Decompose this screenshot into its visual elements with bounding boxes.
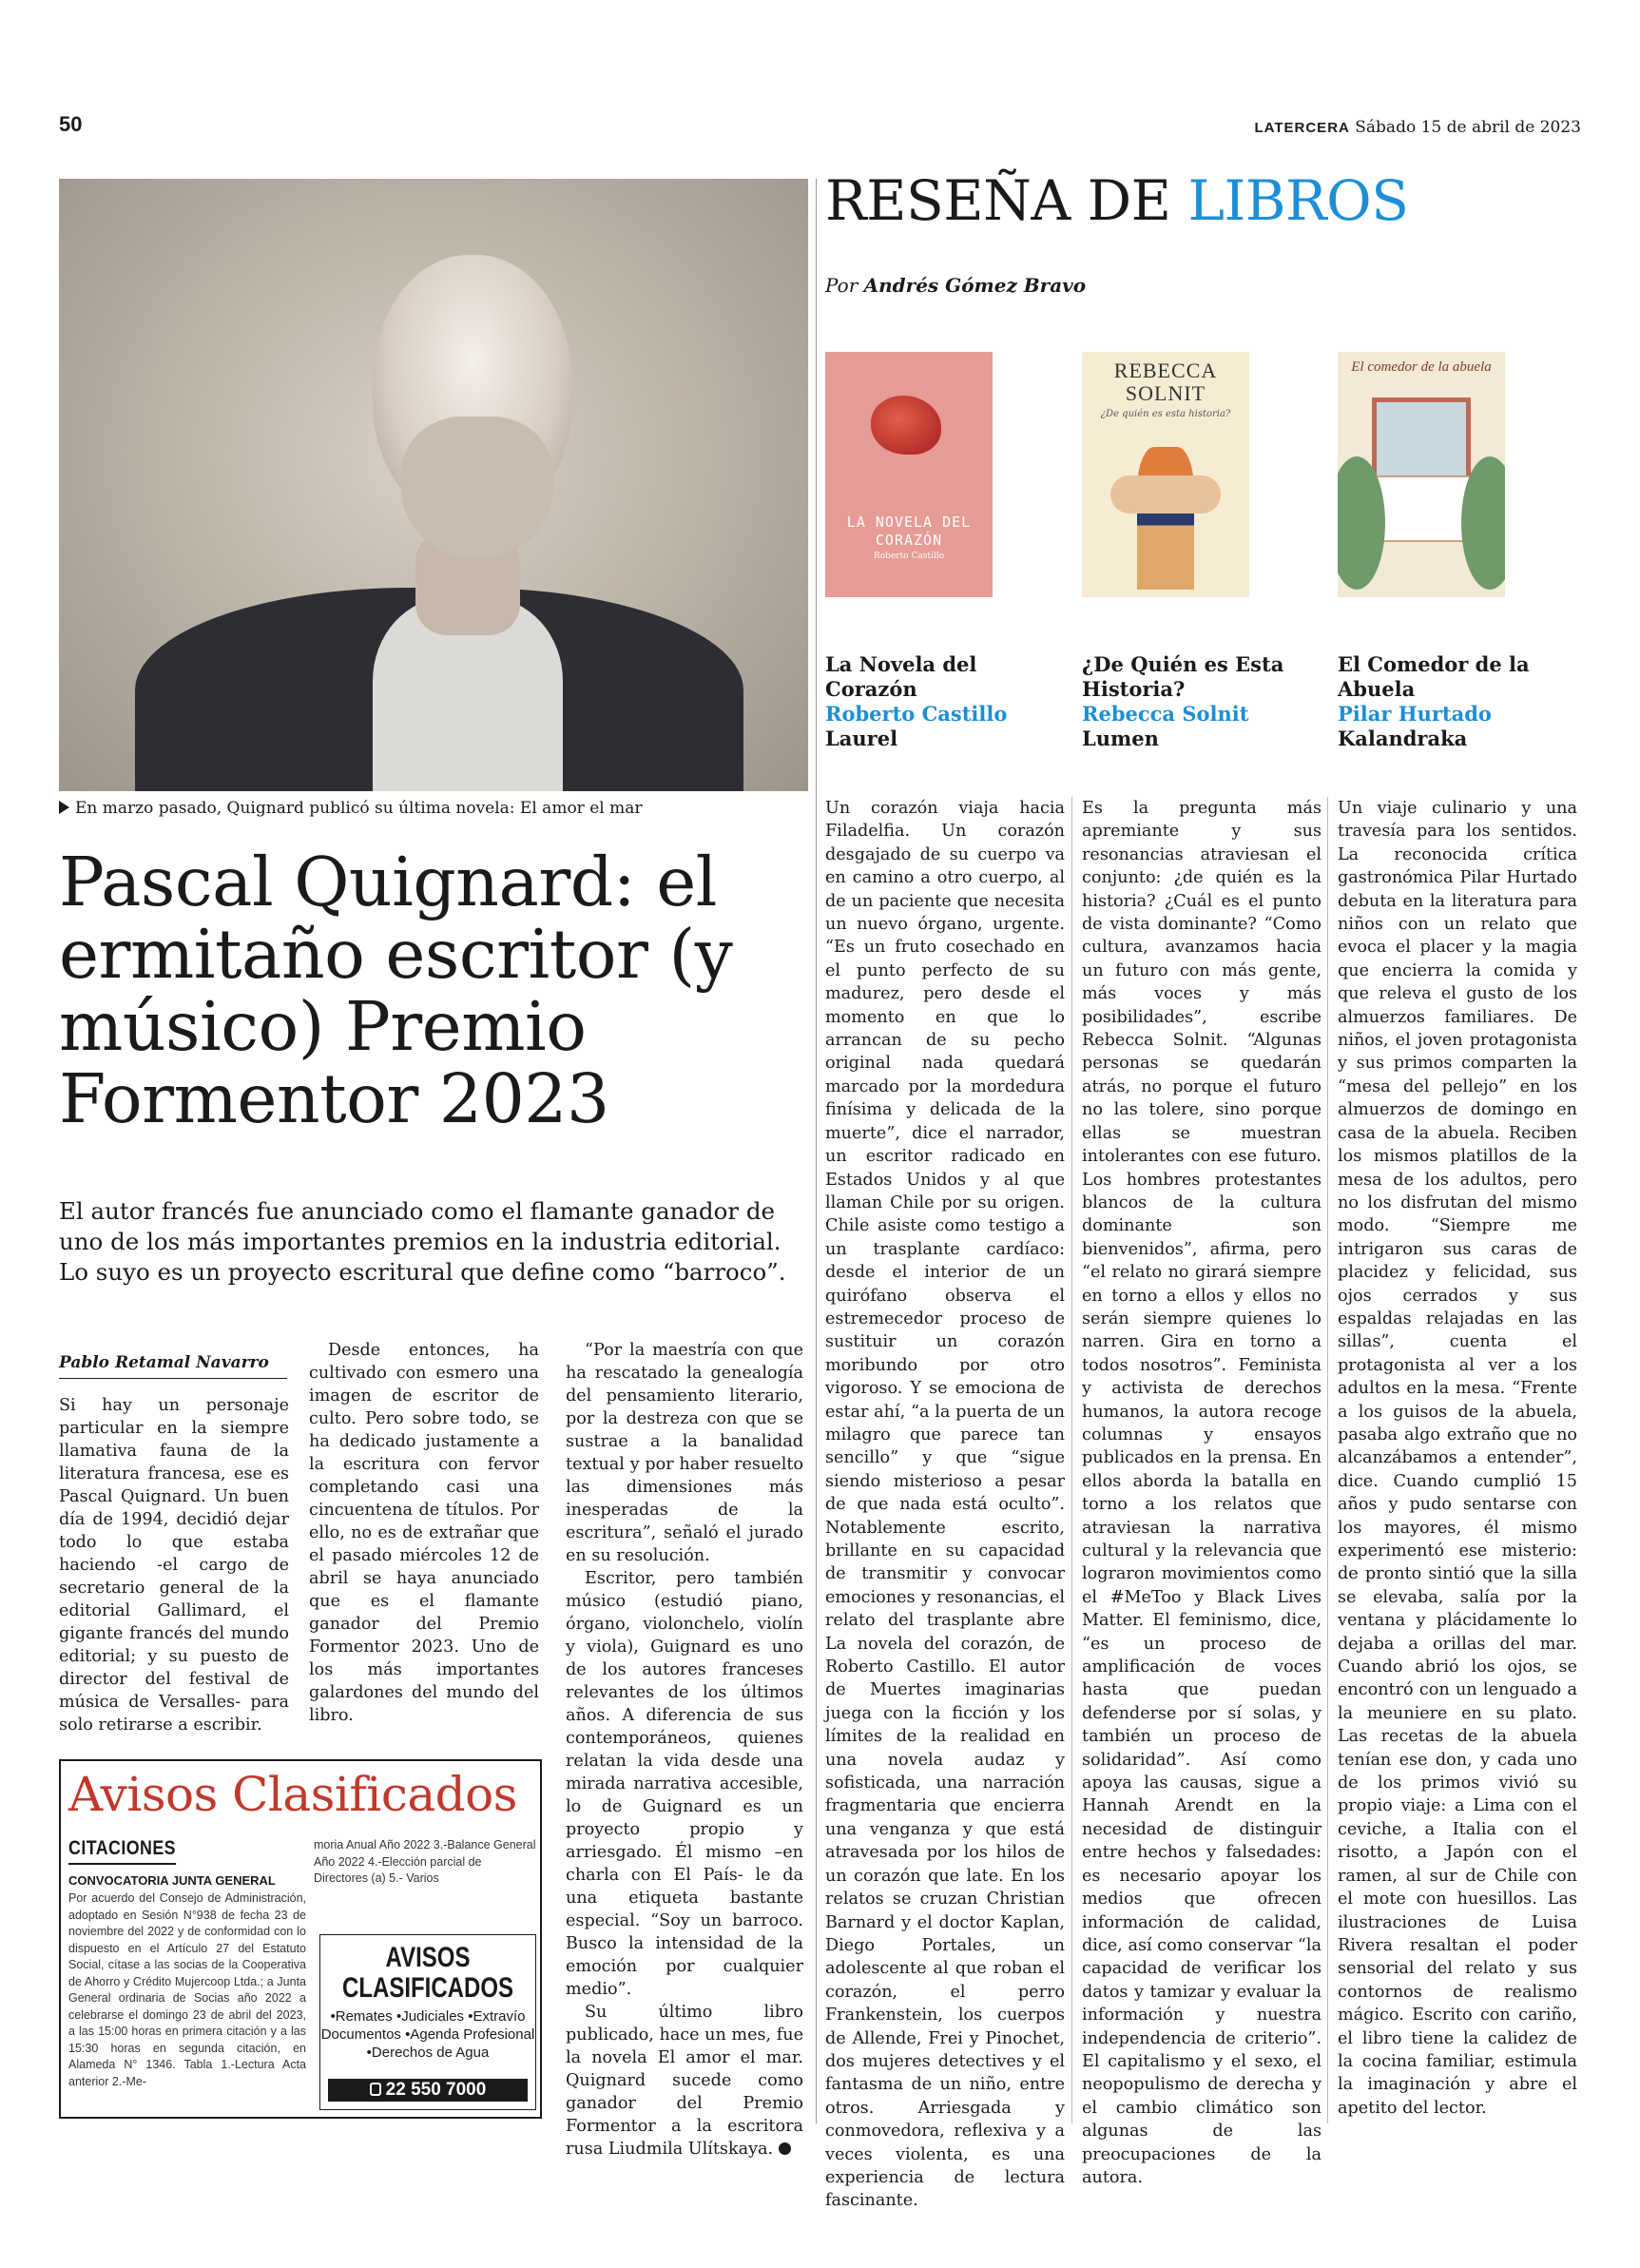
classifieds-ad-items: •Remates •Judiciales •Extravío Documentos •Agenda Profesional •Derechos de Agua xyxy=(320,2008,535,2061)
article-column-2: Desde entonces, ha cultivado con esmero una imagen de escritor de culto. Pero sobre todo, se ha dedicado justamente a la escritura con fervor completando casi una cincuentena de títulos. Por ello, no es de extrañar que el pasado miércoles 12 de abril se haya anunciado que es el flamante ganador del Premio Formentor 2023. Uno de los más importantes galardones del mundo del libro. xyxy=(309,1341,539,1725)
cover-author: Roberto Castillo xyxy=(873,552,945,561)
column-divider xyxy=(816,179,817,2123)
end-mark-icon xyxy=(779,2142,791,2155)
caption-triangle-icon xyxy=(59,801,69,814)
reviewer-name: Andrés Gómez Bravo xyxy=(863,274,1087,297)
book-entry-3 xyxy=(1338,352,1575,751)
book-publisher: Laurel xyxy=(825,727,898,750)
article-paragraph xyxy=(566,2001,803,2161)
classifieds-phone xyxy=(328,2079,528,2102)
review-text-1: Un corazón viaja hacia Filadelfia. Un corazón desgajado de su cuerpo va en camino a otro cuerpo, al de un paciente que necesita un nuevo órgano, urgente. “Es un fruto cosechado en el punto perfecto de su madurez, pero desde el momento en que lo arrancan de su pecho original nada quedará marcado por la mordedura finísima y delicada de la muerte”, dice el narrador, un escritor radicado en Estados Unidos y al que llaman Chile por su origen. Chile asiste como testigo a un trasplante cardíaco: desde el interior de un quirófano observa el estremecedor proceso de sustituir un corazón moribundo por otro vigoroso. Y se emociona de estar ahí, “a la puerta de un milagro que parece tan sencillo” y que “sigue siendo misterioso a pesar de que nada está oculto”. Notablemente escrito, brillante en su capacidad de transmitir y convocar emociones y resonancias, el relato del trasplante abre La novela del corazón, de Roberto Castillo. El autor de Muertes imaginarias juega con la ficción y los límites de la realidad en una novela audaz y sofisticada, una narración fragmentaria que encierra una venganza y que está atravesada por los hilos de un corazón que late. En los relatos se cruzan Christian Barnard y el doctor Kaplan, Diego Portales, un adolescente al que roban el corazón, el perro Frankenstein, los cuerpos de Allende, Frei y Pinochet, dos mujeres detectives y el fantasma de un niño, entre otros. Arriesgada y conmovedora, reflexiva y a veces violenta, es una experiencia de lectura fascinante. xyxy=(825,799,1065,2211)
notice-text: Por acuerdo del Consejo de Administración, adoptado en Sesión N°938 de fecha 23 de noviembre del 2022 y de conformidad con lo dispuesto en el Artículo 27 del Estatuto Social, cítase a las socias de la Cooperativa de Ahorro y Crédito Mujercoop Ltda.; a Junta General ordinaria de Socias año 2022 a celebrarse el domingo 23 de abril del 2023, a las 15:00 horas en primera citación y a las 15:30 horas en segunda citación, en Alameda N° 1346. Tabla 1.-Lectura Acta anterior 2.-Me- xyxy=(68,1891,306,2088)
review-text-2: Es la pregunta más apremiante y sus resonancias atraviesan el conjunto: ¿de quién es la historia? ¿Cuál es el punto de vista dominante? “Como cultura, avanzamos hacia un futuro con más gente, más voces y más posibilidades”, escribe Rebecca Solnit. “Algunas personas se quedarán atrás, no porque el futuro no las tolere, sino porque ellas se muestran intolerantes con ese futuro. Los hombres protestantes blancos de la cultura dominante son bienvenidos”, afirma, pero “el relato no girará siempre en torno a ellos y ellos no serán siempre quienes lo narren. Gira en torno a todos nosotros”. Feminista y activista de derechos humanos, la autora recoge columnas y ensayos publicados en la prensa. En ellos aborda la batalla en torno a los relatos que atraviesan la narrativa cultural y la relevancia que lograron movimientos como el #MeToo y Black Lives Matter. El feminismo, dice, “es un proceso de amplificación de voces hasta que puedan defenderse por sí solas, y también un proceso de solidaridad”. Así como apoya las causas, sigue a Hannah Arendt en la necesidad de distinguir entre hechos y falsedades: es necesario apoyar los medios que ofrecen información de calidad, dice, así como conservar “la capacidad de verificar los datos y tamizar y evaluar la información y nuestra independencia de criterio”. El capitalismo y el sexo, el neopopulismo de derecha y el cambio climático son algunas de las preocupaciones de la autora. xyxy=(1082,799,1322,2187)
cover-subtitle: ¿De quién es esta historia? xyxy=(1100,409,1231,419)
phone-number: 22 550 7000 xyxy=(385,2080,487,2100)
reviewer-prefix: Por xyxy=(825,274,859,297)
column-divider xyxy=(1327,797,1328,2123)
classifieds-ad-title: AVISOS CLASIFICADOS xyxy=(342,1942,513,2004)
author-photo xyxy=(59,179,808,791)
issue-date: Sábado 15 de abril de 2023 xyxy=(1355,118,1581,137)
newspaper-brand: LATERCERA xyxy=(1254,120,1350,136)
reviewer-byline xyxy=(825,274,1086,297)
caption-text: En marzo pasado, Quignard publicó su última novela: El amor el mar xyxy=(75,799,643,818)
classifieds-section: CITACIONES xyxy=(68,1837,176,1865)
article-paragraph: “Por la maestría con que ha rescatado la genealogía del pensamiento literario, por la destreza con que se sustrae a la banalidad textual y por haber resuelto las dimensiones más inesperadas de la escritura”, señaló el jurado en su resolución. xyxy=(566,1341,803,1565)
article-deck: El autor francés fue anunciado como el flamante ganador de uno de los más importantes premios en la industria editorial. Lo suyo es un proyecto escritural que define como “barroco”. xyxy=(59,1197,786,1286)
notice-text-continued: moria Anual Año 2022 3.-Balance General Año 2022 4.-Elección parcial de Directores (a) 5.- Varios xyxy=(314,1838,536,1885)
page-number: 50 xyxy=(59,112,83,136)
book-author: Roberto Castillo xyxy=(825,702,1008,726)
article-column-1: Si hay un personaje particular en la siempre llamativa fauna de la literatura francesa, ese es Pascal Quignard. Un buen día de 1994, decidió dejar todo lo que estaba haciendo -el cargo de secretario general de la editorial Gallimard, el gigante francés del mundo editorial; y su puesto de director del festival de música de Versalles- para solo retirarse a escribir. xyxy=(59,1396,289,1735)
notice-title: CONVOCATORIA JUNTA GENERAL xyxy=(68,1873,276,1888)
book-publisher: Kalandraka xyxy=(1338,727,1468,750)
article-byline: Pablo Retamal Navarro xyxy=(59,1353,287,1379)
book-publisher: Lumen xyxy=(1082,727,1159,750)
classifieds-title: Avisos Clasificados xyxy=(68,1767,517,1822)
section-title-a: RESEÑA DE xyxy=(825,168,1171,233)
classifieds-box xyxy=(59,1759,542,2119)
phone-icon xyxy=(370,2083,381,2096)
cover-title: REBECCA SOLNIT xyxy=(1113,359,1218,405)
book-cover-1 xyxy=(825,352,993,597)
cover-title: El comedor de la abuela xyxy=(1351,359,1492,375)
book-author: Pilar Hurtado xyxy=(1338,702,1492,726)
article-headline: Pascal Quignard: el ermitaño escritor (y músico) Premio Formentor 2023 xyxy=(59,843,733,1138)
book-cover-3 xyxy=(1338,352,1505,597)
section-title xyxy=(825,169,1408,232)
book-title: El Comedor de la Abuela xyxy=(1338,652,1530,701)
masthead xyxy=(1254,118,1581,137)
book-title: La Novela del Corazón xyxy=(825,652,977,701)
section-title-b: LIBROS xyxy=(1187,168,1409,233)
book-title: ¿De Quién es Esta Historia? xyxy=(1082,652,1284,701)
photo-caption xyxy=(59,799,808,818)
article-paragraph-text: Su último libro publicado, hace un mes, fue la novela El amor el mar. Quignard sucede como ganador del Premio Formentor a la escritora rusa Liudmila Ulítskaya. xyxy=(566,2003,803,2159)
cover-title: LA NOVELA DEL CORAZÓN xyxy=(846,514,972,549)
book-entry-2 xyxy=(1082,352,1320,751)
column-divider xyxy=(1071,797,1072,2123)
book-entry-1 xyxy=(825,352,1063,751)
classifieds-ad xyxy=(319,1934,536,2110)
article-paragraph: Escritor, pero también músico (estudió piano, órgano, violonchelo, violín y viola), Guignard es uno de los autores franceses relevantes de los últimos años. A diferencia de sus contemporáneos, quienes relatan la vida desde una mirada narrativa accesible, lo de Guignard es un proyecto propio y arriesgado. Él mismo –en charla con El País- le da una etiqueta bastante especial. “Soy un barroco. Busco la intensidad de la emoción por cualquier medio”. xyxy=(566,1569,803,1999)
book-author: Rebecca Solnit xyxy=(1082,702,1249,726)
review-text-3: Un viaje culinario y una travesía para los sentidos. La reconocida crítica gastronómica Pilar Hurtado debuta en la literatura para niños con un relato que evoca el placer y la magia que encierra la comida y que releva el gusto de los almuerzos familiares. De niños, el joven protagonista y sus primos comparten la “mesa del pellejo” en los almuerzos de domingo en casa de la abuela. Reciben los mismos platillos de la mesa de los adultos, pero no los disfrutan del mismo modo. “Siempre me intrigaron sus caras de placidez y felicidad, sus ojos cerrados y sus espaldas relajadas en las sillas”, cuenta el protagonista al ver a los adultos en la mesa. “Frente a los guisos de la abuela, pasaba algo extraño que no alcanzábamos a entender”, dice. Cuando cumplió 15 años y pudo sentarse con los mayores, él mismo experimentó ese misterio: de pronto sintió que la silla se elevaba, salía por la ventana y plácidamente lo dejaba a orillas del mar. Cuando abrió los ojos, se encontró con un lenguado a la meuniere en su plato. Las recetas de la abuela tenían ese don, y cada uno de los primos vivió su propio viaje: a Lima con el ceviche, a Italia con el risotto, a Japón con el ramen, al sur de Chile con el mote con huesillos. Las ilustraciones de Luisa Rivera resaltan el poder sensorial del relato y sus contornos de realismo mágico. Escrito con cariño, el libro tiene la calidez de la cocina familiar, estimula la imaginación y abre el apetito del lector. xyxy=(1338,799,1577,2118)
article-column-3 xyxy=(566,1339,803,2161)
book-cover-2 xyxy=(1082,352,1249,597)
